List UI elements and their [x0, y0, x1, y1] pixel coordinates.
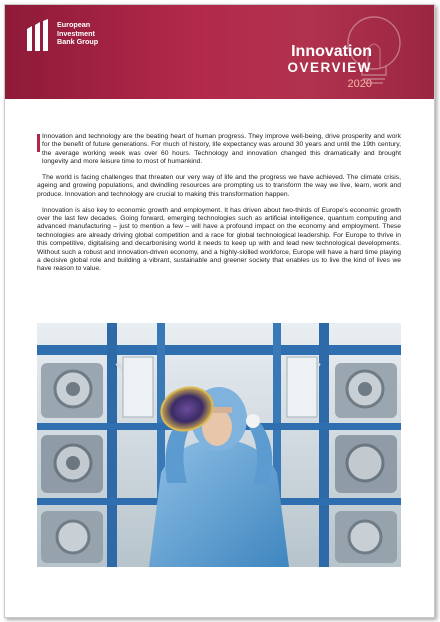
logo-line-1: European: [57, 20, 91, 29]
header-banner: [5, 5, 434, 99]
brochure-page: [4, 4, 435, 618]
body-text: [37, 133, 401, 281]
title-block: [287, 43, 372, 91]
logo-wordmark: [57, 21, 98, 47]
logo-line-2: Investment: [57, 28, 95, 38]
paragraph-intro: [37, 133, 401, 167]
eib-logo: [25, 19, 185, 59]
paragraph-challenges: The world is facing challenges that threaten our very way of life and the progress we have achieved. The climate crisis, ageing and growing populations, and dwindling resources are prompting us to transform the way we live, learn, work and produce. Innovation and technology are crucial to making this transformation happen.: [37, 174, 401, 198]
page-title: Innovation: [291, 43, 372, 60]
accent-bar: [37, 134, 40, 152]
cleanroom-photo: [37, 323, 401, 567]
paragraph-growth: Innovation is also key to economic growth and employment. It has driven about two-thirds of Europe's economic growth over the last few decades. Going forward, emerging technologies such as artificial intelligence, quantum computing and advanced manufacturing – just to mention a few – will have a profound impact on the economy and employment. These technologies are already driving global competition and a race for global technological leadership. For Europe to thrive in this competitive, digitalising and decarbonising world it needs to keep up with and lead new technological developments. Without such a robust and innovation-driven economy, and a highly-skilled workforce, Europe will have a hard time playing a decisive global role and building a vibrant, sustainable and greener society that enables us to live the kind of lives we have reason to value.: [37, 206, 401, 273]
cleanroom-photo-illustration: [37, 323, 401, 567]
logo-line-3: Bank Group: [57, 37, 99, 47]
publication-year: 2020: [347, 78, 372, 90]
page-subtitle: OVERVIEW: [287, 60, 372, 75]
eib-logo-mark: [25, 19, 51, 53]
paragraph-intro-text: Innovation and technology are the beating heart of human progress. They improve well-being, drive prosperity and work for the benefit of future generations. For much of history, life expectancy was around 30 years and until the 19th century, the average working week was over 60 hours. Technology and innovation changed this dramatically and brought longevity and more leisure time to most of humankind.: [42, 133, 401, 166]
